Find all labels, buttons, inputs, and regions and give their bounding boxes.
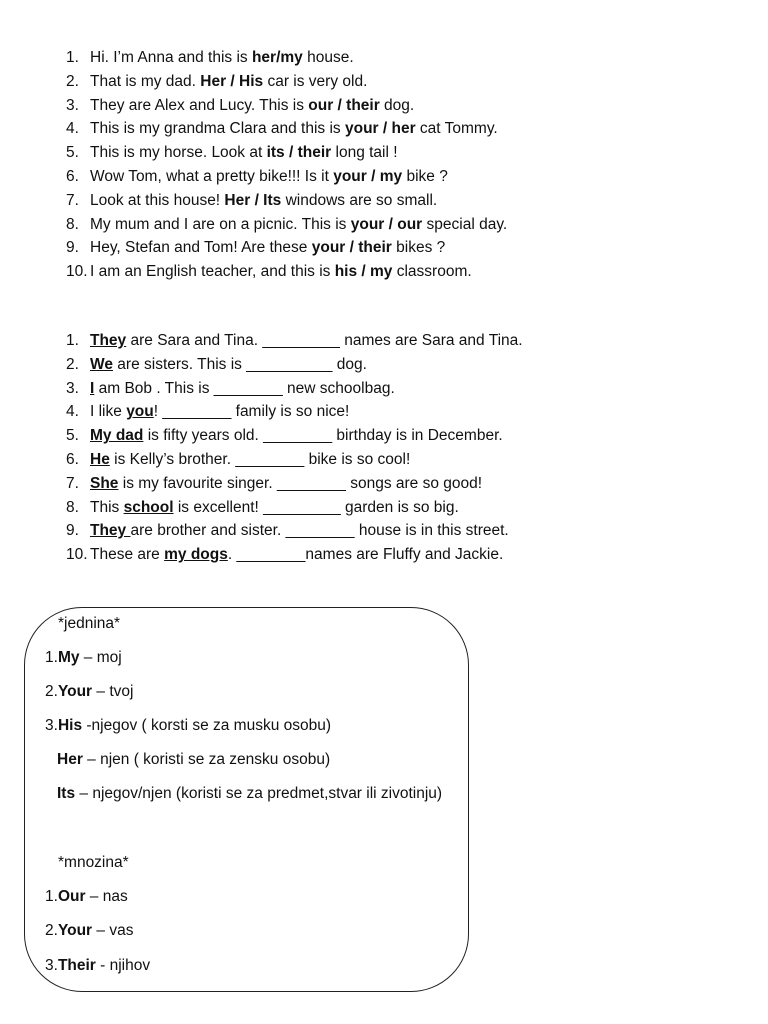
item-number: 7. bbox=[66, 474, 79, 492]
text-segment: This is my grandma Clara and this is bbox=[90, 120, 345, 138]
item-text bbox=[90, 117, 498, 141]
emphasized-word: your / our bbox=[350, 215, 423, 233]
item-text bbox=[90, 329, 523, 353]
rule-word: Their bbox=[57, 957, 96, 974]
emphasized-word: She bbox=[90, 474, 119, 492]
item-text bbox=[90, 400, 349, 424]
item-text bbox=[90, 496, 459, 520]
exercise-item bbox=[66, 448, 523, 472]
exercise-item bbox=[66, 70, 507, 94]
text-segment: That is my dad. bbox=[90, 72, 201, 90]
text-segment: dog. bbox=[379, 96, 415, 114]
text-segment: These are bbox=[90, 546, 165, 564]
rule-word: Your bbox=[57, 922, 93, 939]
text-segment: is excellent! _________ garden is so big. bbox=[173, 498, 459, 516]
emphasized-word: He bbox=[90, 450, 110, 468]
item-number: 6. bbox=[66, 167, 79, 185]
emphasized-word: I bbox=[90, 379, 95, 397]
item-number: 9. bbox=[66, 522, 79, 540]
text-segment: I like bbox=[90, 403, 127, 421]
item-number: 4. bbox=[66, 403, 79, 421]
rule-number: 3. bbox=[45, 957, 58, 974]
exercise-item bbox=[66, 260, 507, 284]
exercise-item bbox=[66, 472, 523, 496]
exercise-item bbox=[66, 141, 507, 165]
exercise-item bbox=[66, 496, 523, 520]
text-segment: are sisters. This is __________ dog. bbox=[112, 355, 367, 373]
rule-number: 2. bbox=[45, 922, 58, 939]
emphasized-word: your / her bbox=[344, 120, 416, 138]
item-number: 5. bbox=[66, 427, 79, 445]
rule-number: 1. bbox=[45, 649, 58, 666]
emphasized-word: school bbox=[123, 498, 174, 516]
text-segment: I am an English teacher, and this is bbox=[90, 263, 335, 281]
singular-heading: *jednina* bbox=[58, 615, 121, 632]
text-segment: Wow Tom, what a pretty bike!!! Is it bbox=[90, 167, 334, 185]
rule-number: 2. bbox=[45, 683, 58, 700]
emphasized-word: your / their bbox=[311, 239, 392, 257]
rule-line-your bbox=[45, 682, 133, 702]
text-segment: are brother and sister. ________ house is in this street. bbox=[130, 522, 509, 540]
emphasized-word: his / my bbox=[334, 263, 393, 281]
text-segment: is my favourite singer. ________ songs are so good! bbox=[118, 474, 483, 492]
item-number: 10. bbox=[66, 546, 88, 564]
rule-line-our bbox=[45, 887, 128, 907]
text-segment: cat Tommy. bbox=[415, 120, 498, 138]
item-text bbox=[90, 236, 445, 260]
item-text bbox=[90, 189, 437, 213]
item-text bbox=[90, 377, 395, 401]
item-text bbox=[90, 543, 503, 567]
emphasized-word: My dad bbox=[90, 427, 144, 445]
item-number: 5. bbox=[66, 144, 79, 162]
rule-meaning: – vas bbox=[92, 922, 134, 939]
item-text bbox=[90, 424, 503, 448]
item-number: 3. bbox=[66, 379, 79, 397]
exercise-item bbox=[66, 236, 507, 260]
rule-word: Her bbox=[57, 751, 83, 768]
text-segment: car is very old. bbox=[263, 72, 368, 90]
item-text bbox=[90, 165, 448, 189]
exercise-item bbox=[66, 377, 523, 401]
text-segment: They are Alex and Lucy. This is bbox=[90, 96, 309, 114]
text-segment: My mum and I are on a picnic. This is bbox=[90, 215, 351, 233]
item-text bbox=[90, 46, 354, 70]
item-text bbox=[90, 213, 507, 237]
emphasized-word: Her / His bbox=[200, 72, 264, 90]
plural-heading: *mnozina* bbox=[58, 854, 129, 871]
item-number: 1. bbox=[66, 332, 79, 349]
text-segment: bike ? bbox=[402, 167, 448, 185]
text-segment: This bbox=[90, 498, 124, 516]
rule-line-her bbox=[57, 750, 330, 770]
emphasized-word: They bbox=[90, 332, 127, 349]
exercise-item bbox=[66, 424, 523, 448]
item-number: 2. bbox=[66, 72, 79, 90]
emphasized-word: its / their bbox=[266, 144, 332, 162]
rule-word: My bbox=[57, 649, 80, 666]
exercise-1-list bbox=[66, 46, 507, 284]
item-text bbox=[90, 260, 472, 284]
item-number: 8. bbox=[66, 215, 79, 233]
rule-meaning: – moj bbox=[79, 649, 122, 666]
item-text bbox=[90, 94, 414, 118]
item-text bbox=[90, 448, 410, 472]
rule-word: Our bbox=[57, 888, 86, 905]
emphasized-word: our / their bbox=[308, 96, 380, 114]
text-segment: am Bob . This is ________ new schoolbag. bbox=[94, 379, 395, 397]
item-number: 8. bbox=[66, 498, 79, 516]
exercise-2-list bbox=[66, 329, 523, 567]
text-segment: ! ________ family is so nice! bbox=[153, 403, 350, 421]
item-text bbox=[90, 353, 367, 377]
item-number: 1. bbox=[66, 49, 79, 66]
rule-number: 1. bbox=[45, 888, 58, 905]
item-number: 9. bbox=[66, 239, 79, 257]
text-segment: classroom. bbox=[392, 263, 472, 281]
exercise-item bbox=[66, 400, 523, 424]
emphasized-word: Her / Its bbox=[224, 191, 282, 209]
rule-line-my bbox=[45, 648, 122, 668]
rule-word: Its bbox=[57, 785, 76, 802]
item-text bbox=[90, 70, 367, 94]
exercise-item bbox=[66, 117, 507, 141]
emphasized-word: my dogs bbox=[164, 546, 228, 564]
exercise-item bbox=[66, 353, 523, 377]
rule-line-its bbox=[57, 784, 442, 804]
emphasized-word: you bbox=[126, 403, 154, 421]
text-segment: Hi. I’m Anna and this is bbox=[90, 49, 252, 66]
text-segment: is Kelly’s brother. ________ bike is so cool! bbox=[109, 450, 411, 468]
item-text bbox=[90, 472, 482, 496]
emphasized-word: her/my bbox=[251, 49, 303, 66]
rule-number: 3. bbox=[45, 717, 58, 734]
text-segment: Hey, Stefan and Tom! Are these bbox=[90, 239, 312, 257]
item-number: 10. bbox=[66, 263, 88, 281]
rule-meaning: – njen ( koristi se za zensku osobu) bbox=[82, 751, 331, 768]
rule-line-their bbox=[45, 956, 150, 976]
item-number: 4. bbox=[66, 120, 79, 138]
rule-meaning: – nas bbox=[85, 888, 128, 905]
rule-word: His bbox=[57, 717, 83, 734]
exercise-item bbox=[66, 213, 507, 237]
rule-line-your-plural bbox=[45, 921, 133, 941]
text-segment: bikes ? bbox=[391, 239, 446, 257]
item-number: 3. bbox=[66, 96, 79, 114]
text-segment: is fifty years old. ________ birthday is in December. bbox=[143, 427, 503, 445]
text-segment: house. bbox=[302, 49, 354, 66]
text-segment: are Sara and Tina. _________ names are Sara and Tina. bbox=[126, 332, 523, 349]
exercise-item bbox=[66, 519, 523, 543]
rule-meaning: – tvoj bbox=[92, 683, 134, 700]
rule-meaning: – njegov/njen (koristi se za predmet,stvar ili zivotinju) bbox=[75, 785, 443, 802]
exercise-item bbox=[66, 94, 507, 118]
item-number: 7. bbox=[66, 191, 79, 209]
emphasized-word: We bbox=[90, 355, 113, 373]
rule-meaning: - njihov bbox=[95, 957, 151, 974]
text-segment: . ________names are Fluffy and Jackie. bbox=[227, 546, 504, 564]
text-segment: special day. bbox=[422, 215, 508, 233]
exercise-item bbox=[66, 189, 507, 213]
item-text bbox=[90, 141, 398, 165]
emphasized-word: your / my bbox=[333, 167, 403, 185]
rule-line-his bbox=[45, 716, 331, 736]
exercise-item bbox=[66, 46, 507, 70]
text-segment: This is my horse. Look at bbox=[90, 144, 267, 162]
item-number: 2. bbox=[66, 355, 79, 373]
exercise-item bbox=[66, 329, 523, 353]
text-segment: windows are so small. bbox=[281, 191, 438, 209]
exercise-item bbox=[66, 543, 523, 567]
item-number: 6. bbox=[66, 450, 79, 468]
text-segment: long tail ! bbox=[331, 144, 398, 162]
exercise-item bbox=[66, 165, 507, 189]
emphasized-word: They bbox=[90, 522, 131, 540]
rule-meaning: -njegov ( korsti se za musku osobu) bbox=[82, 717, 332, 734]
item-text bbox=[90, 519, 509, 543]
rule-word: Your bbox=[57, 683, 93, 700]
text-segment: Look at this house! bbox=[90, 191, 225, 209]
